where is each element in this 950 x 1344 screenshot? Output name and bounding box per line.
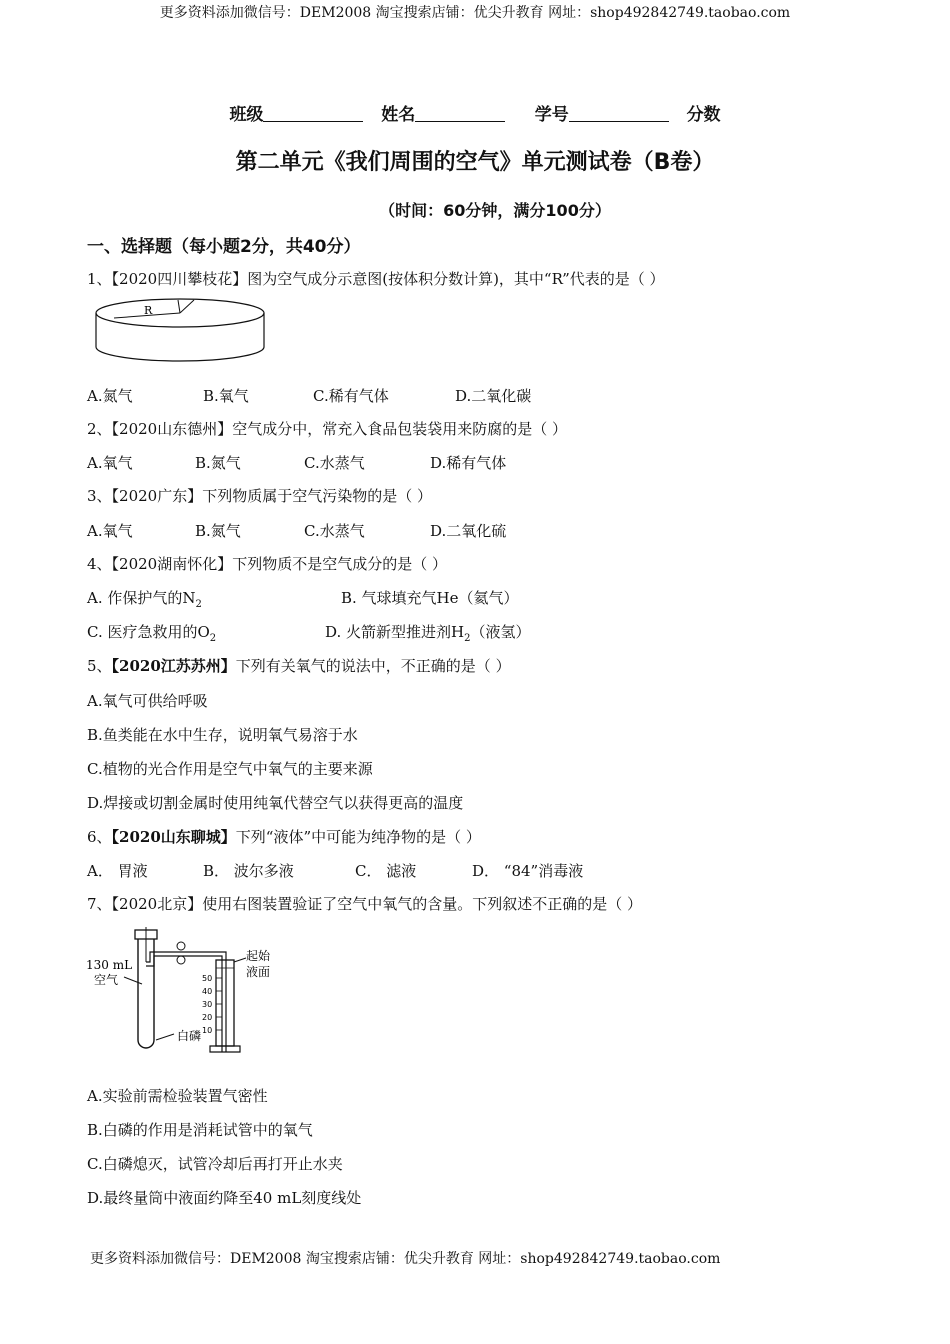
- student-info-line: [0, 100, 950, 125]
- section-heading: 一、选择题（每小题2分，共40分）: [87, 237, 361, 257]
- fig-air-volume-label: 130 mL: [86, 958, 133, 972]
- q7-option-c[interactable]: C.白磷熄灭，试管冷却后再打开止水夹: [87, 1155, 343, 1173]
- q5-option-d[interactable]: D.焊接或切割金属时使用纯氧代替空气以获得更高的温度: [87, 794, 464, 812]
- cylinder-scale: [202, 974, 222, 1035]
- scale-tick-label: 40: [202, 987, 213, 996]
- q7-option-b[interactable]: B.白磷的作用是消耗试管中的氧气: [87, 1121, 313, 1139]
- q1-option-c[interactable]: C.稀有气体: [313, 387, 389, 405]
- q4-option-d[interactable]: D. 火箭新型推进剂$H_2$（液氢）: [325, 623, 531, 644]
- question-1-stem: 1、【2020四川攀枝花】图为空气成分示意图(按体积分数计算)，其中“R”代表的是（ ）: [87, 270, 665, 288]
- q6-option-d[interactable]: D． “84”消毒液: [472, 862, 584, 880]
- q1-option-d[interactable]: D.二氧化碳: [455, 387, 532, 405]
- q5-option-b[interactable]: B.鱼类能在水中生存，说明氧气易溶于水: [87, 726, 358, 744]
- fig-air-label: 空气: [94, 973, 119, 987]
- q3-option-c[interactable]: C.水蒸气: [304, 522, 365, 540]
- page-title: 第二单元《我们周围的空气》单元测试卷（B卷）: [235, 150, 715, 175]
- scale-tick-label: 30: [202, 1000, 213, 1009]
- q2-option-a[interactable]: A.氧气: [87, 454, 133, 472]
- q4-option-a[interactable]: A. 作保护气的$N_2$: [87, 589, 202, 610]
- question-2-stem: 2、【2020山东德州】空气成分中，常充入食品包装袋用来防腐的是（ ）: [87, 420, 567, 438]
- q4-option-b[interactable]: B. 气球填充气He（氦气）: [341, 589, 519, 607]
- scale-tick-label: 50: [202, 974, 213, 983]
- oxygen-apparatus-figure: [84, 922, 284, 1057]
- q2-option-b[interactable]: B.氮气: [195, 454, 241, 472]
- time-note: （时间：60分钟，满分100分）: [379, 201, 611, 220]
- q3-option-a[interactable]: A.氧气: [87, 522, 133, 540]
- question-4-stem: 4、【2020湖南怀化】下列物质不是空气成分的是（ ）: [87, 555, 447, 573]
- page-header: 更多资料添加微信号：DEM2008 淘宝搜索店铺：优尖升教育 网址：shop492842749.taobao.com: [159, 5, 791, 21]
- fig-phosphorus-label: 白磷: [177, 1029, 202, 1043]
- number-label: 学号: [534, 105, 569, 125]
- question-3-stem: 3、【2020广东】下列物质属于空气污染物的是（ ）: [87, 487, 432, 505]
- number-blank[interactable]: [569, 103, 669, 122]
- class-label: 班级: [229, 105, 264, 125]
- question-5-stem: 5、【2020江苏苏州】下列有关氧气的说法中，不正确的是（ ）: [87, 657, 511, 675]
- q5-option-c[interactable]: C.植物的光合作用是空气中氧气的主要来源: [87, 760, 373, 778]
- question-7-stem: 7、【2020北京】使用右图装置验证了空气中氧气的含量。下列叙述不正确的是（ ）: [87, 895, 642, 913]
- q4-option-c[interactable]: C. 医疗急救用的$O_2$: [87, 623, 217, 644]
- scale-tick-label: 20: [202, 1013, 213, 1022]
- score-label: 分数: [686, 105, 721, 125]
- page-footer: 更多资料添加微信号：DEM2008 淘宝搜索店铺：优尖升教育 网址：shop492842749.taobao.com: [90, 1251, 721, 1267]
- class-blank[interactable]: [263, 103, 363, 122]
- q6-option-c[interactable]: C． 滤液: [355, 862, 417, 880]
- air-composition-pie-figure: [94, 295, 270, 375]
- scale-tick-label: 10: [202, 1026, 213, 1035]
- q2-option-d[interactable]: D.稀有气体: [430, 454, 507, 472]
- q7-option-a[interactable]: A.实验前需检验装置气密性: [87, 1087, 268, 1105]
- q1-option-a[interactable]: A.氮气: [87, 387, 133, 405]
- q3-option-b[interactable]: B.氮气: [195, 522, 241, 540]
- question-6-stem: 6、【2020山东聊城】下列“液体”中可能为纯净物的是（ ）: [87, 828, 481, 846]
- fig-start-label-1: 起始: [246, 949, 271, 963]
- name-blank[interactable]: [415, 103, 505, 122]
- q3-option-d[interactable]: D.二氧化硫: [430, 522, 507, 540]
- q6-option-b[interactable]: B． 波尔多液: [203, 862, 294, 880]
- name-label: 姓名: [381, 105, 416, 125]
- q7-option-d[interactable]: D.最终量筒中液面约降至40 mL刻度线处: [87, 1189, 362, 1207]
- q2-option-c[interactable]: C.水蒸气: [304, 454, 365, 472]
- pie-label-r: R: [144, 304, 153, 317]
- q5-option-a[interactable]: A.氧气可供给呼吸: [87, 692, 208, 710]
- fig-start-label-2: 液面: [246, 965, 271, 979]
- q1-option-b[interactable]: B.氧气: [203, 387, 249, 405]
- q6-option-a[interactable]: A． 胃液: [87, 862, 148, 880]
